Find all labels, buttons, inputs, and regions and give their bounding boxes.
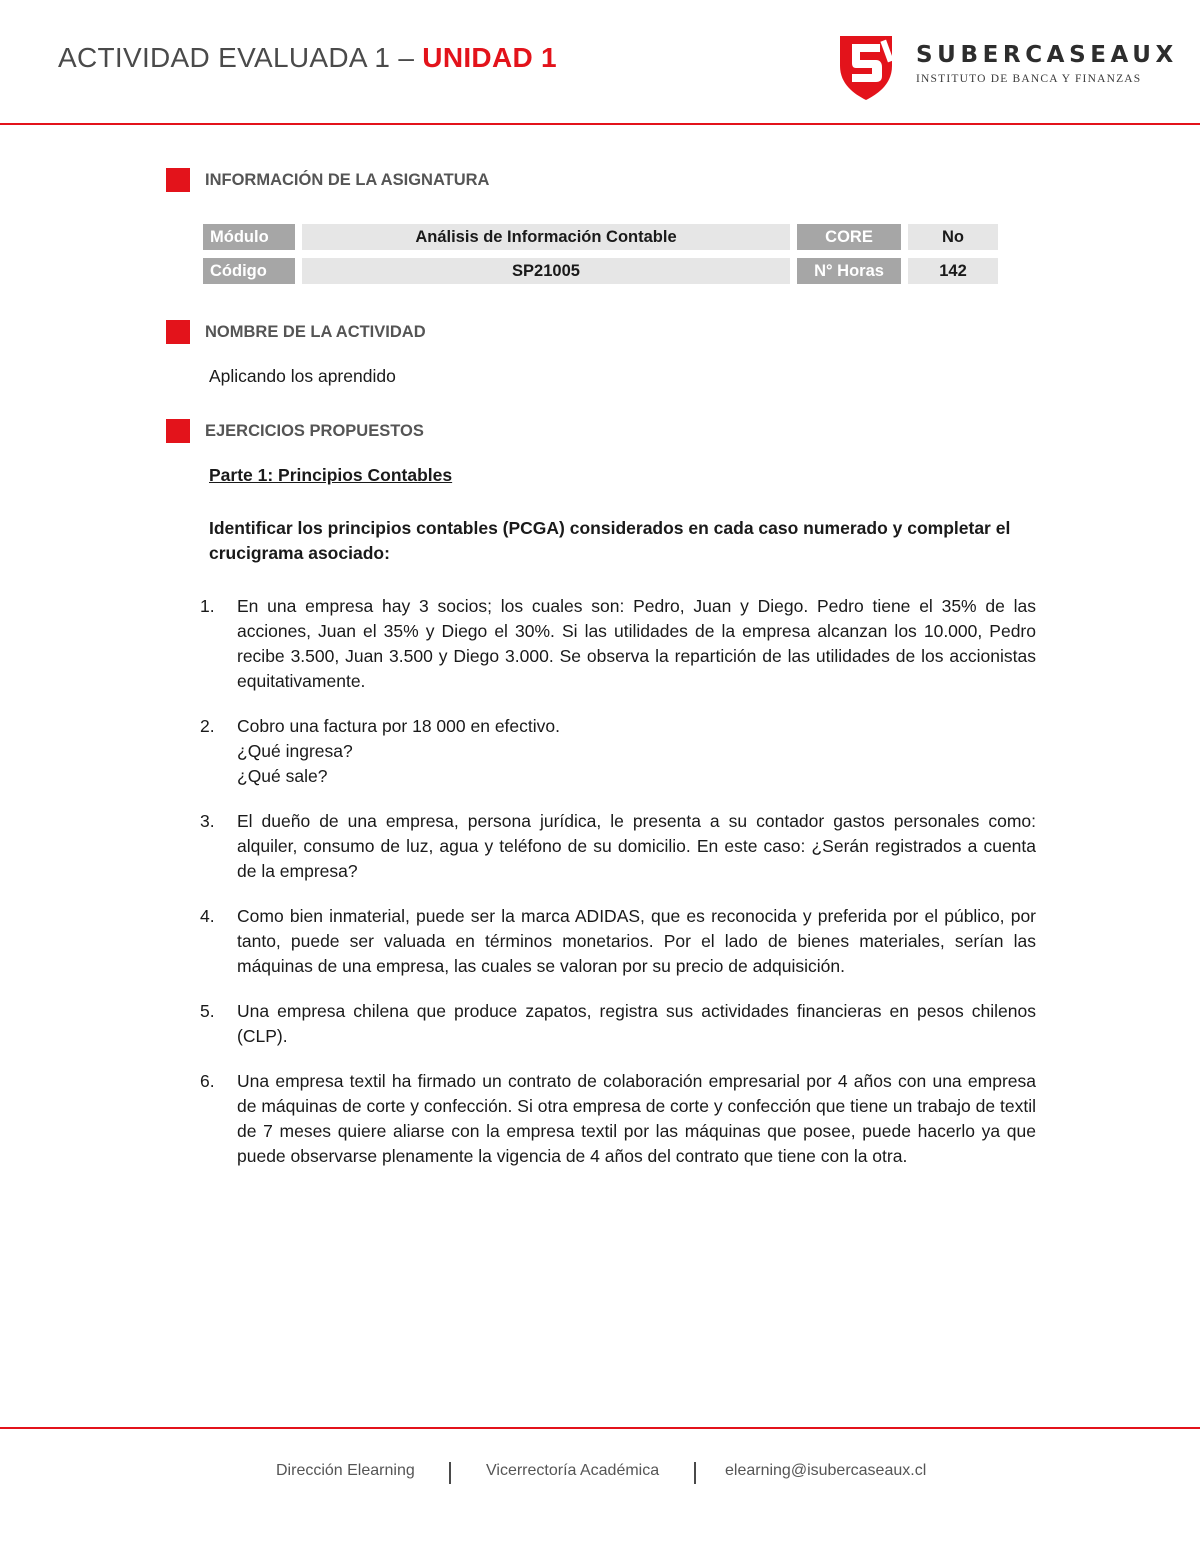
item-line: ¿Qué sale? bbox=[237, 766, 328, 786]
document-title bbox=[58, 42, 557, 74]
red-square-icon bbox=[166, 320, 190, 344]
footer-office: Vicerrectoría Académica bbox=[486, 1462, 660, 1479]
red-square-icon bbox=[166, 419, 190, 443]
item-line: ¿Qué ingresa? bbox=[237, 741, 353, 761]
footer bbox=[0, 1462, 1200, 1488]
section-exercises-title: EJERCICIOS PROPUESTOS bbox=[205, 422, 424, 440]
instructions: Identificar los principios contables (PCGA) considerados en cada caso numerado y completar el crucigrama asociado: bbox=[209, 518, 1011, 563]
footer-department: Dirección Elearning bbox=[276, 1462, 415, 1479]
item-line: Cobro una factura por 18 000 en efectivo. bbox=[237, 716, 560, 736]
list-item bbox=[200, 809, 1036, 884]
item-text: En una empresa hay 3 socios; los cuales son: Pedro, Juan y Diego. Pedro tiene el 35% de las acciones, Juan el 35% y Diego el 30%. Si las utilidades de la empresa alcanzan los 10.000, Pedro recibe 3.500, Juan 3.500 y Diego 3.000. Se observa la repartición de las utilidades de los accionistas equitativamente. bbox=[237, 596, 1036, 691]
list-item bbox=[200, 1069, 1036, 1169]
title-main: ACTIVIDAD EVALUADA 1 – bbox=[58, 42, 423, 73]
item-number: 2. bbox=[200, 716, 215, 736]
codigo-value: SP21005 bbox=[302, 258, 790, 284]
footer-divider bbox=[0, 1427, 1200, 1429]
section-activity-title: NOMBRE DE LA ACTIVIDAD bbox=[205, 323, 426, 341]
header-divider bbox=[0, 123, 1200, 125]
item-text: Como bien inmaterial, puede ser la marca ADIDAS, que es reconocida y preferida por el público, por tanto, puede ser valuada en términos monetarios. Por el lado de bienes materiales, serían las máquinas de una empresa, las cuales se valoran por su precio de adquisición. bbox=[237, 906, 1036, 976]
item-number: 3. bbox=[200, 811, 215, 831]
title-unit: UNIDAD 1 bbox=[422, 42, 557, 73]
modulo-value: Análisis de Información Contable bbox=[302, 224, 790, 250]
item-number: 5. bbox=[200, 1001, 215, 1021]
codigo-label: Código bbox=[203, 258, 295, 284]
list-item bbox=[200, 594, 1036, 694]
item-text bbox=[237, 714, 1036, 789]
item-text: Una empresa chilena que produce zapatos, registra sus actividades financieras en pesos chilenos (CLP). bbox=[237, 1001, 1036, 1046]
activity-name: Aplicando los aprendido bbox=[209, 366, 396, 386]
item-number: 1. bbox=[200, 596, 215, 616]
logo-subtitle: INSTITUTO DE BANCA Y FINANZAS bbox=[916, 73, 1142, 85]
logo-name: SUBERCASEAUX bbox=[916, 42, 1178, 68]
horas-label: N° Horas bbox=[797, 258, 901, 284]
modulo-label: Módulo bbox=[203, 224, 295, 250]
institution-logo bbox=[836, 30, 1178, 102]
core-value: No bbox=[908, 224, 998, 250]
item-number: 4. bbox=[200, 906, 215, 926]
horas-value: 142 bbox=[908, 258, 998, 284]
footer-email[interactable]: elearning@isubercaseaux.cl bbox=[725, 1462, 927, 1479]
core-label: CORE bbox=[797, 224, 901, 250]
footer-separator bbox=[449, 1462, 451, 1484]
exercise-list bbox=[200, 594, 1036, 1189]
list-item bbox=[200, 714, 1036, 789]
red-square-icon bbox=[166, 168, 190, 192]
item-number: 6. bbox=[200, 1071, 215, 1091]
section-info-title: INFORMACIÓN DE LA ASIGNATURA bbox=[205, 171, 490, 189]
course-info-table bbox=[203, 224, 998, 286]
list-item bbox=[200, 904, 1036, 979]
item-text: El dueño de una empresa, persona jurídica, le presenta a su contador gastos personales como: alquiler, consumo de luz, agua y teléfono de su domicilio. En este caso: ¿Serán registrados a cuenta de la empresa? bbox=[237, 811, 1036, 881]
item-text: Una empresa textil ha firmado un contrato de colaboración empresarial por 4 años con una empresa de máquinas de corte y confección. Si otra empresa de corte y confección que tiene un trabajo de textil de 7 meses quiere aliarse con la empresa textil por las máquinas que posee, puede hacerlo ya que puede observarse plenamente la vigencia de 4 años del contrato que tiene con la otra. bbox=[237, 1071, 1036, 1166]
list-item bbox=[200, 999, 1036, 1049]
part-title: Parte 1: Principios Contables bbox=[209, 465, 453, 485]
shield-logo-icon bbox=[836, 30, 896, 102]
footer-separator bbox=[694, 1462, 696, 1484]
